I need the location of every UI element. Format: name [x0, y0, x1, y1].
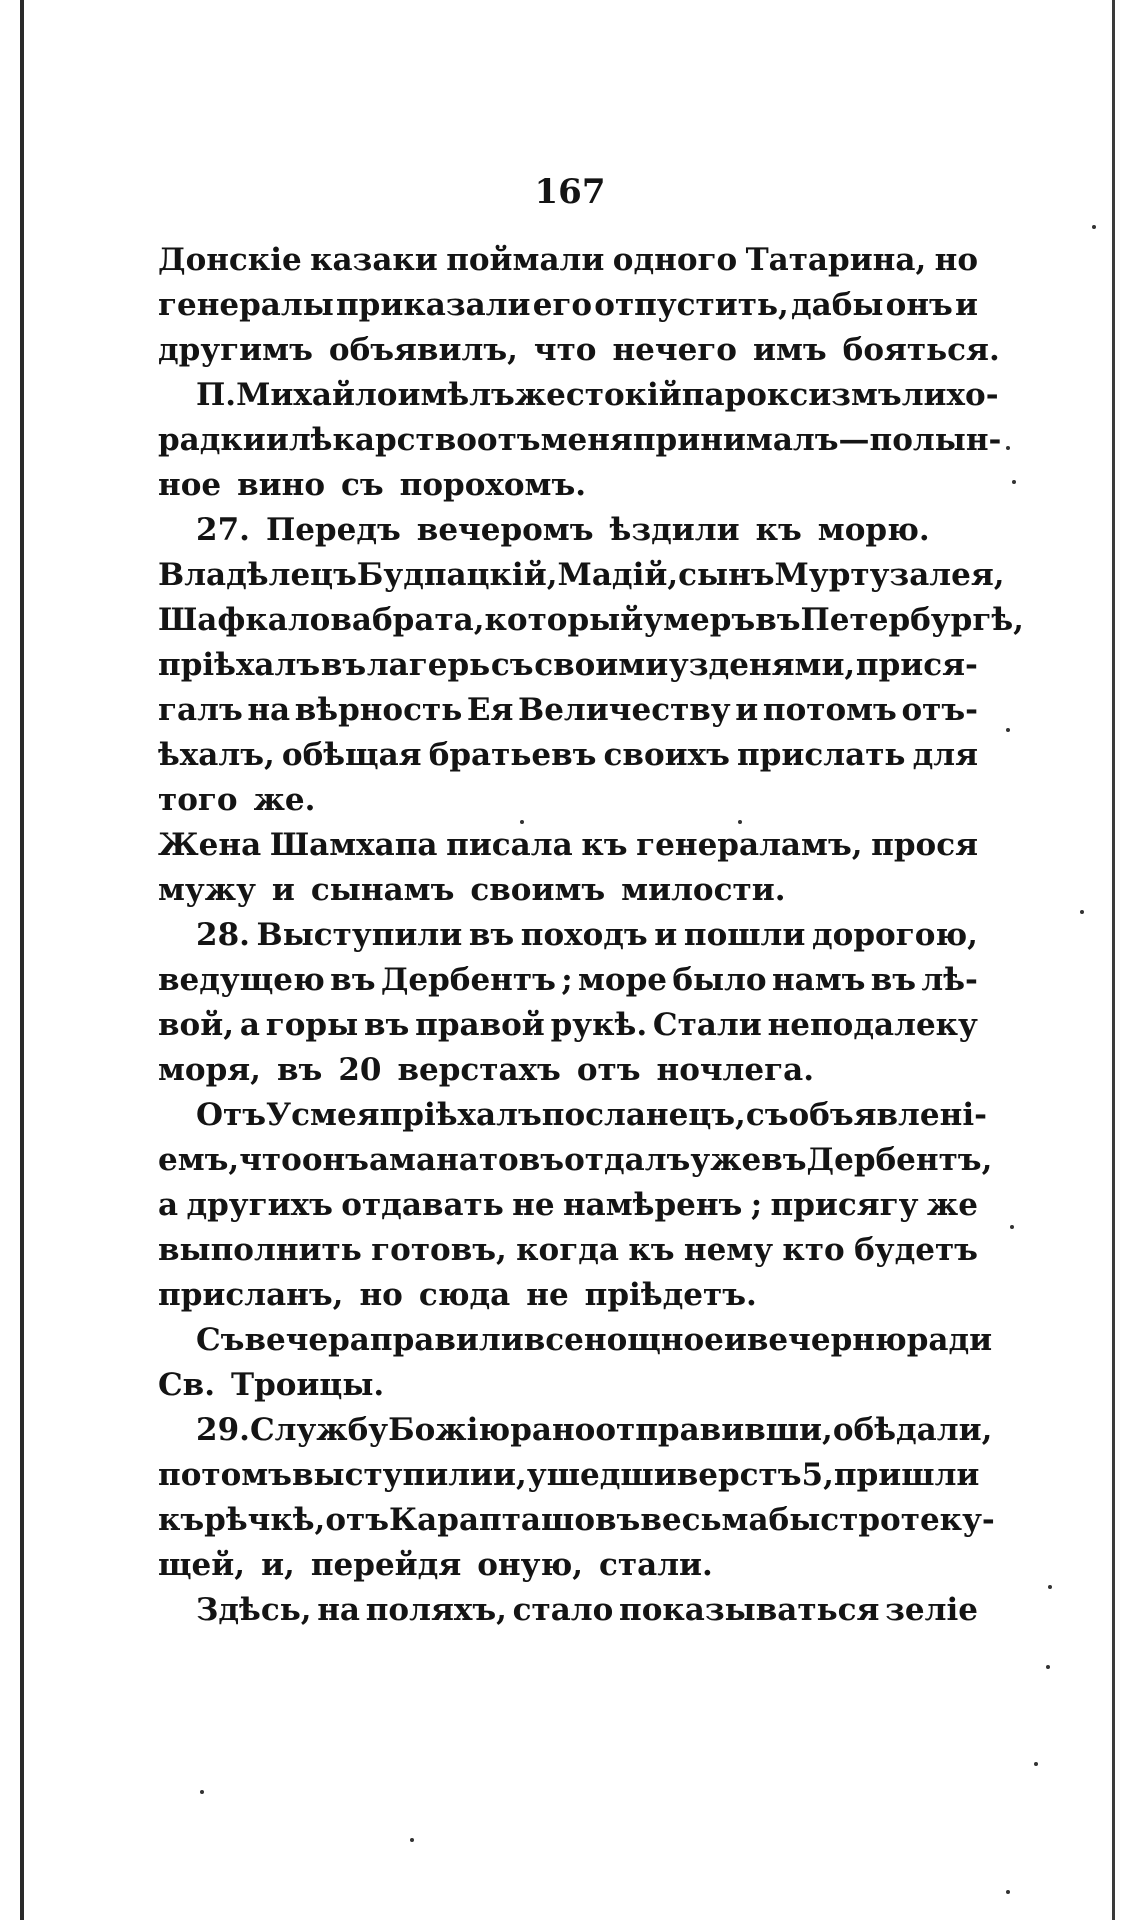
word: не — [526, 1277, 569, 1313]
word: походъ — [520, 917, 648, 953]
scan-speck — [1080, 910, 1084, 914]
word: имъ — [752, 332, 827, 368]
word: съ — [490, 647, 534, 683]
word: прислать — [737, 737, 906, 773]
page-number: 167 — [534, 172, 606, 212]
word: правили — [369, 1322, 524, 1358]
word: Дербентъ, — [806, 1142, 993, 1178]
word: перейдя — [310, 1547, 462, 1583]
text-line — [158, 778, 978, 823]
text-line — [158, 418, 1002, 463]
word: Петербургѣ, — [800, 602, 1024, 638]
word: емъ, — [158, 1142, 240, 1178]
word: присягу — [770, 1187, 919, 1223]
word: его — [532, 287, 593, 323]
word: было — [672, 962, 767, 998]
text-line — [158, 1318, 993, 1363]
word: на — [317, 1592, 361, 1628]
word: П. — [196, 377, 237, 413]
word: 27. — [196, 512, 250, 548]
word: лагерь — [366, 647, 491, 683]
word: вѣрность — [294, 692, 463, 728]
word: 5, — [801, 1457, 834, 1493]
word: жестокій — [514, 377, 682, 413]
word: будетъ — [854, 1232, 978, 1268]
word: весьма — [640, 1502, 769, 1538]
word: онъ — [885, 287, 953, 323]
word: генералы — [158, 287, 334, 323]
word: имѣлъ — [397, 377, 515, 413]
word: быстро — [768, 1502, 901, 1538]
word: отъ- — [901, 692, 978, 728]
word: милости. — [621, 872, 786, 908]
text-line — [158, 598, 1024, 643]
scan-speck — [1006, 1890, 1010, 1894]
word: Усмея — [266, 1097, 380, 1133]
word: Будпацкій, — [356, 557, 558, 593]
word: пошли — [683, 917, 806, 953]
word: въ — [330, 962, 376, 998]
word: пріѣхалъ — [158, 647, 321, 683]
word: брата, — [372, 602, 485, 638]
word: стали. — [599, 1547, 713, 1583]
word: верстъ — [676, 1457, 802, 1493]
word: ; — [561, 962, 573, 998]
word: казаки — [310, 242, 438, 278]
word: генераламъ, — [636, 827, 863, 863]
text-line — [158, 1408, 993, 1453]
word: Мадій, — [557, 557, 679, 593]
word: и, — [261, 1547, 295, 1583]
scan-speck — [1092, 225, 1096, 229]
word: рукѣ. — [550, 1007, 648, 1043]
word: ѣхалъ, — [158, 737, 275, 773]
word: къ — [158, 1502, 205, 1538]
text-line — [158, 1048, 978, 1093]
word: Михайло — [236, 377, 398, 413]
word: Ея — [466, 692, 514, 728]
word: въ — [468, 917, 515, 953]
text-line — [158, 1138, 993, 1183]
scan-speck — [1034, 1762, 1038, 1766]
word: всенощное — [523, 1322, 724, 1358]
word: показываться — [619, 1592, 880, 1628]
scan-speck — [520, 820, 524, 824]
word: дабы — [790, 287, 884, 323]
word: 28. — [196, 917, 250, 953]
word: въ — [276, 1052, 323, 1088]
word: своихъ — [603, 737, 730, 773]
word: въ — [870, 962, 917, 998]
text-line — [158, 1273, 978, 1318]
text-line — [158, 1543, 978, 1588]
word: посланецъ, — [541, 1097, 746, 1133]
word: къ — [628, 1232, 675, 1268]
word: Владѣлецъ — [158, 557, 357, 593]
word: для — [912, 737, 978, 773]
word: отъ — [576, 1052, 641, 1088]
word: выступили — [291, 1457, 494, 1493]
scan-speck — [410, 1838, 414, 1842]
word: Здѣсь, — [196, 1592, 312, 1628]
word: а — [158, 1187, 179, 1223]
word: и — [954, 287, 978, 323]
word: нему — [683, 1232, 774, 1268]
word: выполнить — [158, 1232, 362, 1268]
word: же. — [253, 782, 316, 818]
word: другимъ — [158, 332, 313, 368]
scan-speck — [1010, 1225, 1014, 1229]
word: порохомъ. — [399, 467, 587, 503]
text-line — [158, 283, 978, 328]
word: отъ — [476, 422, 541, 458]
word: Стали — [652, 1007, 762, 1043]
word: поляхъ, — [365, 1592, 507, 1628]
word: Съ — [196, 1322, 245, 1358]
word: узденями, — [668, 647, 856, 683]
word: ночлега. — [656, 1052, 815, 1088]
word: Службу — [249, 1412, 389, 1448]
word: въ — [363, 1007, 410, 1043]
word: пришли — [833, 1457, 980, 1493]
word: присланъ, — [158, 1277, 344, 1313]
word: горы — [265, 1007, 359, 1043]
word: ради — [906, 1322, 993, 1358]
word: намѣренъ — [562, 1187, 743, 1223]
word: отъ — [325, 1502, 389, 1538]
word: сюда — [418, 1277, 511, 1313]
word: къ — [755, 512, 802, 548]
word: но — [359, 1277, 403, 1313]
word: Муртузалея, — [774, 557, 1005, 593]
text-line — [158, 733, 978, 778]
word: пріѣдетъ. — [584, 1277, 757, 1313]
word: намъ — [771, 962, 866, 998]
word: кто — [782, 1232, 845, 1268]
word: ; — [750, 1187, 763, 1223]
word: одного — [612, 242, 738, 278]
word: вой, — [158, 1007, 235, 1043]
text-line — [158, 868, 978, 913]
scan-speck — [1006, 446, 1010, 450]
text-line — [158, 373, 999, 418]
word: зеліе — [885, 1592, 978, 1628]
word: меня — [540, 422, 633, 458]
word: стало — [512, 1592, 614, 1628]
word: ушедши — [526, 1457, 677, 1493]
word: Донскіе — [158, 242, 302, 278]
text-line — [158, 1453, 978, 1498]
word: съ — [341, 467, 384, 503]
word: галъ — [158, 692, 243, 728]
word: прися- — [855, 647, 978, 683]
word: Выступили — [256, 917, 463, 953]
word: къ — [581, 827, 628, 863]
word: въ — [761, 1142, 807, 1178]
word: вечеромъ — [416, 512, 594, 548]
word: неподалеку — [767, 1007, 978, 1043]
word: поймали — [446, 242, 605, 278]
word: лихо- — [901, 377, 999, 413]
word: Шафкалова — [158, 602, 372, 638]
word: Передъ — [265, 512, 401, 548]
word: другихъ — [186, 1187, 333, 1223]
word: рано — [510, 1412, 596, 1448]
word: своимъ — [470, 872, 606, 908]
word: объявленi- — [788, 1097, 987, 1133]
word: Троицы. — [231, 1367, 385, 1403]
text-line — [158, 508, 978, 553]
word: Шамхапа — [269, 827, 438, 863]
scan-speck — [1048, 1585, 1052, 1589]
word: потомъ — [762, 692, 897, 728]
word: приказали — [335, 287, 531, 323]
word: отправивши, — [595, 1412, 833, 1448]
word: мужу — [158, 872, 256, 908]
word: правой — [415, 1007, 545, 1043]
text-line — [158, 1183, 978, 1228]
scan-speck — [738, 820, 742, 824]
word: умеръ — [643, 602, 756, 638]
word: что — [533, 332, 597, 368]
word: ѣздили — [609, 512, 740, 548]
word: а — [239, 1007, 260, 1043]
word: и — [271, 872, 295, 908]
word: отдавать — [341, 1187, 504, 1223]
word: прося — [871, 827, 978, 863]
word: который — [484, 602, 644, 638]
word: онъ — [301, 1142, 369, 1178]
word: и — [723, 1322, 747, 1358]
word: Карапташовъ — [388, 1502, 641, 1538]
word: радки — [158, 422, 266, 458]
word: рѣчкѣ, — [204, 1502, 326, 1538]
scan-speck — [1046, 1665, 1050, 1669]
scan-speck — [200, 1790, 204, 1794]
word: писала — [446, 827, 573, 863]
word: нечего — [612, 332, 737, 368]
word: пароксизмъ — [681, 377, 902, 413]
word: потомъ — [158, 1457, 292, 1493]
word: вечерню — [746, 1322, 907, 1358]
word: моря, — [158, 1052, 261, 1088]
page-edge-right — [1112, 0, 1115, 1920]
scan-speck — [1012, 480, 1016, 484]
text-line — [158, 958, 978, 1003]
text-line — [158, 238, 978, 283]
word: Св. — [158, 1367, 216, 1403]
word: въ — [320, 647, 367, 683]
text-line — [158, 553, 1005, 598]
text-line — [158, 1588, 978, 1633]
word: принималъ—полын- — [632, 422, 1002, 458]
word: что — [239, 1142, 302, 1178]
word: своими — [534, 647, 669, 683]
word: уже — [690, 1142, 762, 1178]
word: обѣщая — [281, 737, 422, 773]
word: 29. — [196, 1412, 250, 1448]
text-line — [158, 1003, 978, 1048]
word: ное — [158, 467, 222, 503]
word: и, — [493, 1457, 527, 1493]
word: отдалъ — [564, 1142, 691, 1178]
text-line — [158, 1363, 978, 1408]
word: бояться. — [842, 332, 1000, 368]
text-line — [158, 1093, 987, 1138]
word: морю. — [817, 512, 930, 548]
word: въ — [755, 602, 801, 638]
text-line — [158, 463, 978, 508]
word: оную, — [477, 1547, 584, 1583]
word: Жена — [158, 827, 262, 863]
word: щей, — [158, 1547, 246, 1583]
word: 20 — [338, 1052, 382, 1088]
word: теку- — [900, 1502, 995, 1538]
text-line — [158, 913, 978, 958]
word: Татарина, — [745, 242, 927, 278]
text-line — [158, 1228, 978, 1273]
word: сынъ — [678, 557, 775, 593]
text-line — [158, 643, 978, 688]
word: когда — [516, 1232, 619, 1268]
word: верстахъ — [397, 1052, 561, 1088]
word: аманатовъ — [368, 1142, 565, 1178]
word: пріѣхалъ — [379, 1097, 542, 1133]
text-line — [158, 1498, 995, 1543]
word: Величеству — [518, 692, 731, 728]
word: братьевъ — [428, 737, 597, 773]
word: и — [654, 917, 678, 953]
word: объявилъ, — [328, 332, 518, 368]
word: не — [512, 1187, 555, 1223]
word: готовъ, — [371, 1232, 507, 1268]
word: обѣдали, — [832, 1412, 993, 1448]
word: и — [735, 692, 759, 728]
word: же — [926, 1187, 978, 1223]
word: Божію — [388, 1412, 511, 1448]
word: Дербентъ — [380, 962, 556, 998]
text-line — [158, 823, 978, 868]
word: лѣкарство — [288, 422, 477, 458]
word: съ — [745, 1097, 789, 1133]
word: дорогою, — [812, 917, 978, 953]
body-text — [158, 238, 1024, 1633]
scan-speck — [1006, 728, 1010, 732]
word: но — [934, 242, 978, 278]
word: Отъ — [196, 1097, 266, 1133]
word: отпустить, — [594, 287, 789, 323]
word: море — [577, 962, 667, 998]
word: на — [247, 692, 291, 728]
text-line — [158, 328, 1000, 373]
word: того — [158, 782, 238, 818]
word: лѣ- — [921, 962, 978, 998]
word: и — [265, 422, 289, 458]
word: ведущею — [158, 962, 325, 998]
word: сынамъ — [310, 872, 455, 908]
page-edge-left — [20, 0, 24, 1920]
word: вино — [237, 467, 325, 503]
text-line — [158, 688, 978, 733]
word: вечера — [244, 1322, 370, 1358]
